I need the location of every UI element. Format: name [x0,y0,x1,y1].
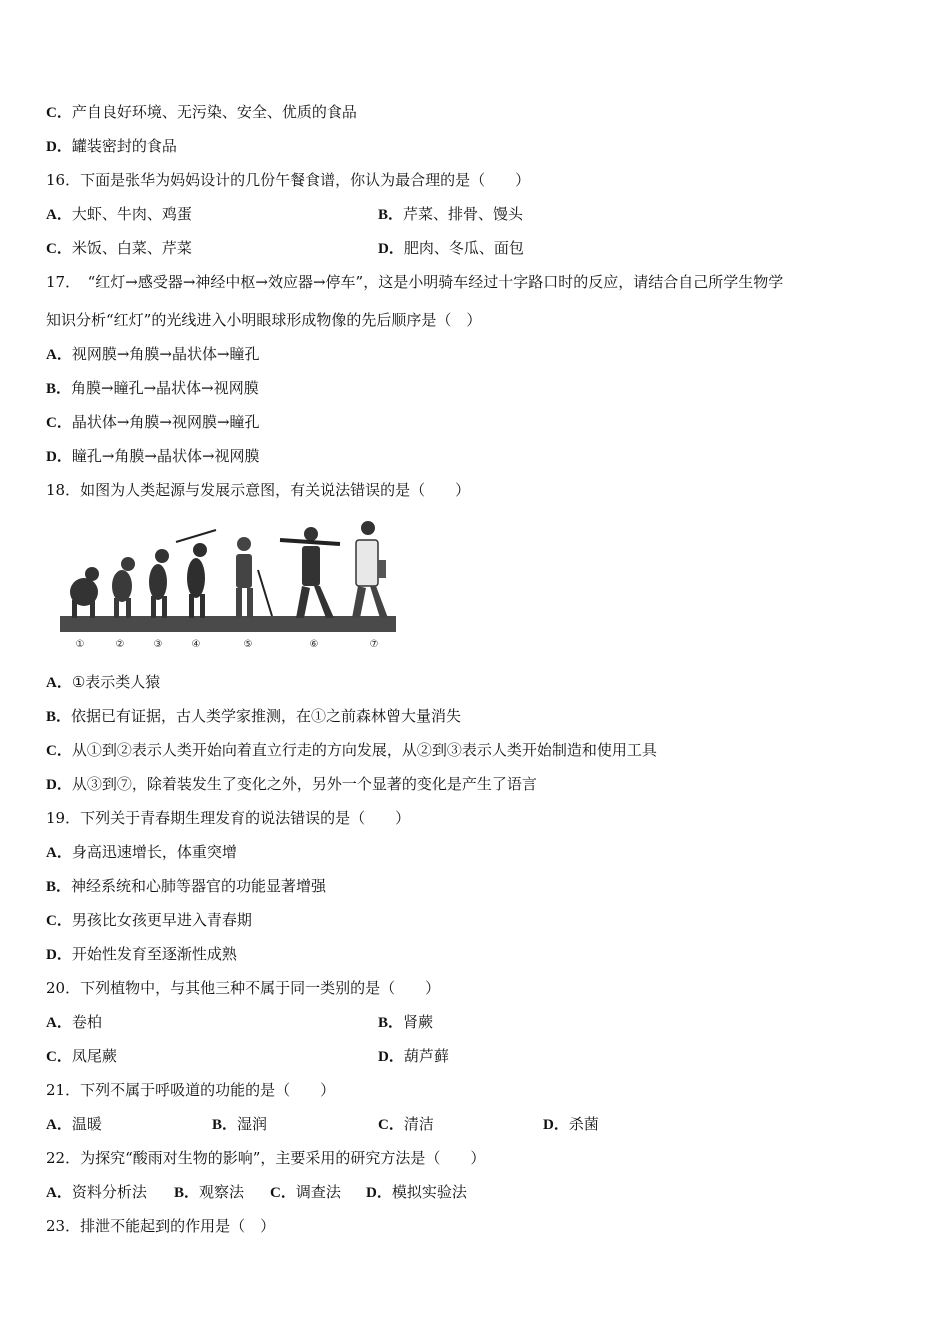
q22-option-c: C．调查法 [270,1183,341,1201]
figure-3-hominid [149,549,169,618]
q18-option-a: A．①表示类人猿 [46,673,161,691]
q22-option-a: A．资料分析法 [46,1183,147,1201]
q17-option-d: D．瞳孔→角膜→晶状体→视网膜 [46,447,260,465]
q16-option-d: D．肥肉、冬瓜、面包 [378,239,524,257]
q21-option-a: A．温暖 [46,1115,102,1133]
q20-option-d: D．葫芦藓 [378,1047,449,1065]
q16-option-c: C．米饭、白菜、芹菜 [46,239,192,257]
q21-option-d: D．杀菌 [543,1115,599,1133]
figure-label-4: ④ [191,639,201,650]
figure-5-early-human [236,537,272,618]
q18-option-d: D．从③到⑦，除着装发生了变化之外，另外一个显著的变化是产生了语言 [46,775,537,793]
q20-option-a: A．卷柏 [46,1013,102,1031]
q22-option-d: D．模拟实验法 [366,1183,467,1201]
q21-option-c: C．清洁 [378,1115,434,1133]
q17-stem-line2: 知识分析“红灯”的光线进入小明眼球形成物像的先后顺序是（ ） [46,311,482,329]
q17-stem-line1: 17． “红灯→感受器→神经中枢→效应器→停车”，这是小明骑车经过十字路口时的反应，请结合自己所学生物学 [46,273,784,291]
q21-stem: 21．下列不属于呼吸道的功能的是（ ） [46,1081,336,1099]
q15-option-d: D．罐装密封的食品 [46,137,177,155]
figure-label-5: ⑤ [243,639,253,650]
figure-label-1: ① [75,639,85,650]
q16-option-a: A．大虾、牛肉、鸡蛋 [46,205,192,223]
q19-option-d: D．开始性发育至逐渐性成熟 [46,945,237,963]
q19-option-a: A．身高迅速增长，体重突增 [46,843,237,861]
q20-option-c: C．凤尾蕨 [46,1047,117,1065]
figure-2-early-hominid [112,557,135,618]
q23-stem: 23．排泄不能起到的作用是（ ） [46,1217,276,1235]
q21-option-b: B．湿润 [212,1115,268,1133]
human-evolution-figure [58,520,398,655]
figure-label-3: ③ [153,639,163,650]
figure-label-7: ⑦ [369,639,379,650]
q17-option-b: B．角膜→瞳孔→晶状体→视网膜 [46,379,259,397]
figure-label-6: ⑥ [309,639,319,650]
q22-option-b: B．观察法 [174,1183,245,1201]
q17-option-c: C．晶状体→角膜→视网膜→瞳孔 [46,413,260,431]
q19-option-b: B．神经系统和心肺等器官的功能显著增强 [46,877,327,895]
q18-option-c: C．从①到②表示人类开始向着直立行走的方向发展，从②到③表示人类开始制造和使用工具 [46,741,657,759]
q20-stem: 20．下列植物中，与其他三种不属于同一类别的是（ ） [46,979,441,997]
q19-option-c: C．男孩比女孩更早进入青春期 [46,911,252,929]
figure-7-modern-human [352,521,388,618]
figure-6-worker [280,527,340,618]
q17-option-a: A．视网膜→角膜→晶状体→瞳孔 [46,345,260,363]
q20-option-b: B．肾蕨 [378,1013,434,1031]
q18-option-b: B．依据已有证据，古人类学家推测，在①之前森林曾大量消失 [46,707,462,725]
q16-stem: 16．下面是张华为妈妈设计的几份午餐食谱，你认为最合理的是（ ） [46,171,531,189]
ground-strip [60,616,396,632]
q22-stem: 22．为探究“酸雨对生物的影响”，主要采用的研究方法是（ ） [46,1149,486,1167]
figure-4-hominid-with-spear [176,530,216,618]
q16-option-b: B．芹菜、排骨、馒头 [378,205,524,223]
q18-stem: 18．如图为人类起源与发展示意图，有关说法错误的是（ ） [46,481,471,499]
q19-stem: 19．下列关于青春期生理发育的说法错误的是（ ） [46,809,411,827]
figure-1-ape [70,567,99,618]
q15-option-c: C．产自良好环境、无污染、安全、优质的食品 [46,103,357,121]
figure-label-2: ② [115,639,125,650]
